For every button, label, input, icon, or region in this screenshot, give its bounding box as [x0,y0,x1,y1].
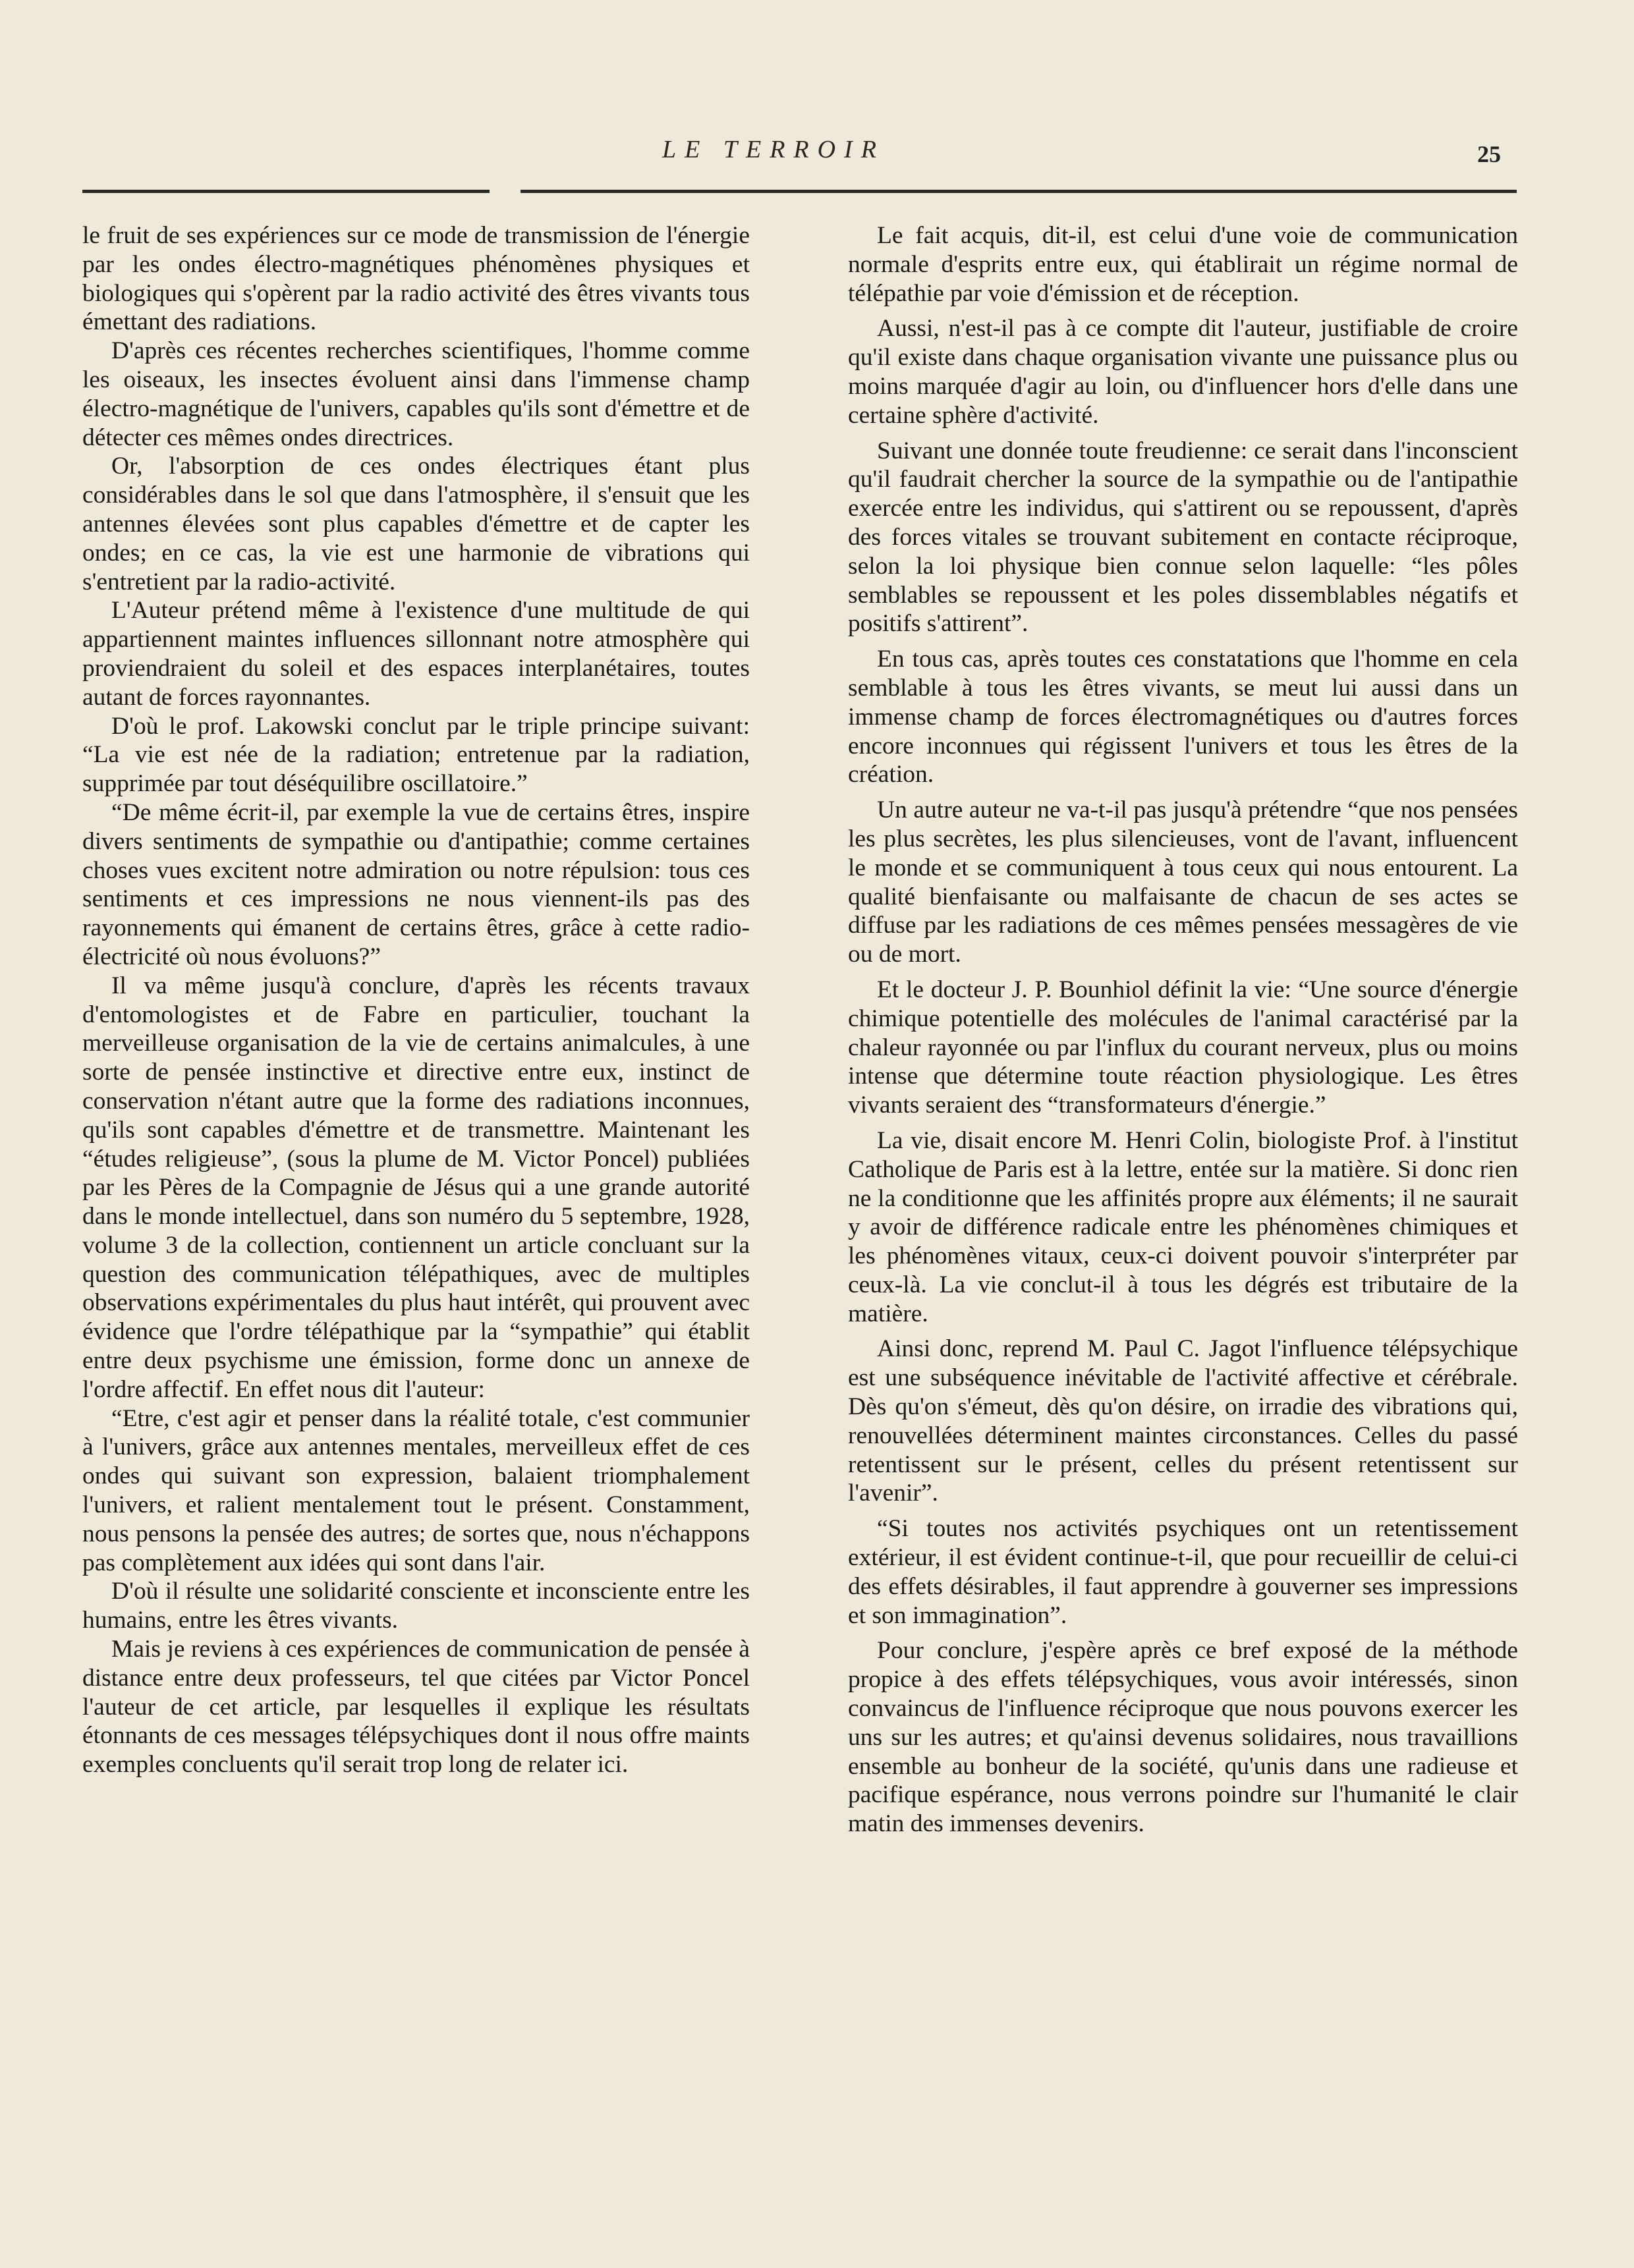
header-rule-left [82,190,490,193]
paragraph: Et le docteur J. P. Bounhiol définit la vie: “Une source d'énergie chimique potentielle des molécules de l'animal caractérisé par la chaleur rayonnée ou par l'influx du courant nerveux, plus ou moins intense que détermine toute réaction physiologique. Les êtres vivants seraient des “transformateurs d'énergie.” [848,976,1518,1119]
paragraph: “De même écrit-il, par exemple la vue de certains êtres, inspire divers sentiments de sympathie ou d'antipathie; comme certaines choses vues excitent notre admiration ou notre répulsion: tous ces sentiments et ces impressions ne nous viennent-ils pas des rayonnements qui émanent de certains êtres, grâce à cette radio-électricité où nous évoluons?” [82,798,750,970]
paragraph: Le fait acquis, dit-il, est celui d'une voie de communication normale d'esprits entre eux, qui établirait un régime normal de télépathie par voie d'émission et de réception. [848,222,1518,307]
paragraph: D'où il résulte une solidarité consciente et inconsciente entre les humains, entre les êtres vivants. [82,1578,750,1634]
paragraph: Suivant une donnée toute freudienne: ce serait dans l'inconscient qu'il faudrait chercher la source de la sympathie ou de l'antipathie exercée entre les individus, qui s'attirent ou se repoussent, d'après des forces vitales se trouvant subitement en contacte réciproque, selon la loi physique bien connue selon laquelle: “les pôles semblables se repoussent et les poles dissemblables négatifs et positifs s'attirent”. [848,437,1518,638]
page-number: 25 [1477,141,1501,167]
left-column [82,221,750,1779]
paragraph: Il va même jusqu'à conclure, d'après les récents travaux d'entomologistes et de Fabre en particulier, touchant la merveilleuse organisation de la vie de certains animalcules, à une sorte de pensée instinctive et directive entre eux, instinct de conservation n'étant autre que la forme des radiations inconnues, qu'ils sont capables d'émettre et de transmettre. Maintenant les “études religieuse”, (sous la plume de M. Victor Poncel) publiées par les Pères de la Compagnie de Jésus qui a une grande autorité dans le monde intellectuel, dans son numéro du 5 septembre, 1928, volume 3 de la collection, contiennent un article concluant sur la question des communication télépathiques, avec de multiples observations expérimentales du plus haut intérêt, qui prouvent avec évidence que l'ordre télépathique par la “sympathie” qui établit entre deux psychisme une émission, forme donc un annexe de l'ordre affectif. En effet nous dit l'auteur: [82,972,750,1403]
header-rule-right [521,190,1517,193]
paragraph: La vie, disait encore M. Henri Colin, biologiste Prof. à l'institut Catholique de Paris est à la lettre, entée sur la matière. Si donc rien ne la conditionne que les affinités propre aux éléments; il ne saurait y avoir de différence radicale entre les phénomènes chimiques et les phénomènes vitaux, ceux-ci doivent pouvoir s'interpréter par ceux-là. La vie conclut-il à tous les dégrés est tributaire de la matière. [848,1126,1518,1327]
paragraph: En tous cas, après toutes ces constatations que l'homme en cela semblable à tous les êtres vivants, se meut lui aussi dans un immense champ de forces électromagnétiques ou d'autres forces encore inconnues qui régissent l'univers et tous les êtres de la création. [848,646,1518,788]
paragraph: Or, l'absorption de ces ondes électriques étant plus considérables dans le sol que dans l'atmosphère, il s'ensuit que les antennes élevées sont plus capables d'émettre et de capter les ondes; en ce cas, la vie est une harmonie de vibrations qui s'entretient par la radio-activité. [82,453,750,595]
paragraph: D'où le prof. Lakowski conclut par le triple principe suivant: “La vie est née de la radiation; entretenue par la radiation, supprimée par tout déséquilibre oscillatoire.” [82,712,750,798]
paragraph: Un autre auteur ne va-t-il pas jusqu'à prétendre “que nos pensées les plus secrètes, les plus silencieuses, vont de l'avant, influencent le monde et se communiquent à tous ceux qui nous entourent. La qualité bienfaisante ou malfaisante de chacun de ses actes se diffuse par les radiations de ces mêmes pensées messagères de vie ou de mort. [848,796,1518,968]
paragraph: Aussi, n'est-il pas à ce compte dit l'auteur, justifiable de croire qu'il existe dans chaque organisation vivante une puissance plus ou moins marquée d'agir au loin, ou d'influencer hors d'elle dans une certaine sphère d'activité. [848,315,1518,429]
paragraph: le fruit de ses expériences sur ce mode de transmission de l'énergie par les ondes électro-magnétiques phénomènes physiques et biologiques qui s'opèrent par la radio activité des êtres vivants tous émettant des radiations. [82,222,750,336]
paragraph: D'après ces récentes recherches scientifiques, l'homme comme les oiseaux, les insectes évoluent ainsi dans l'immense champ électro-magnétique de l'univers, capables qu'ils sont d'émettre et de détecter ces mêmes ondes directrices. [82,337,750,451]
paragraph: “Si toutes nos activités psychiques ont un retentissement extérieur, il est évident continue-t-il, que pour recueillir de celui-ci des effets désirables, il faut apprendre à gouverner ses impressions et son immagination”. [848,1515,1518,1629]
paragraph: Pour conclure, j'espère après ce bref exposé de la méthode propice à des effets télépsychiques, vous avoir intéressés, sinon convaincus de l'influence réciproque que nous pouvons exercer les uns sur les autres; et qu'ainsi devenus solidaires, nous travaillions ensemble au bonheur de la société, qu'unis dans une radieuse et pacifique espérance, nous verrons poindre sur l'humanité le clair matin des immenses devenirs. [848,1637,1518,1838]
running-header-title: LE TERROIR [662,136,885,163]
paragraph: Ainsi donc, reprend M. Paul C. Jagot l'influence télépsychique est une subséquence inévitable de l'activité affective et cérébrale. Dès qu'on s'émeut, dès qu'on désire, on irradie des vibrations qui, renouvellées déterminent maintes circonstances. Celles du passé retentissent sur le présent, celles du présent retentissent sur l'avenir”. [848,1335,1518,1507]
paragraph: Mais je reviens à ces expériences de communication de pensée à distance entre deux professeurs, tel que citées par Victor Poncel l'auteur de cet article, par lesquelles il explique les résultats étonnants de ces messages télépsychiques dont il nous offre maints exemples concluents qu'il serait trop long de relater ici. [82,1636,750,1779]
paragraph: “Etre, c'est agir et penser dans la réalité totale, c'est communier à l'univers, grâce aux antennes mentales, merveilleux effet de ces ondes qui suivant son expression, balaient triomphalement l'univers, et ralient mentalement tout le présent. Constamment, nous pensons la pensée des autres; de sortes que, nous n'échappons pas complètement aux idées qui sont dans l'air. [82,1404,750,1576]
paragraph: L'Auteur prétend même à l'existence d'une multitude de qui appartiennent maintes influences sillonnant notre atmosphère qui proviendraient du soleil et des espaces interplanétaires, toutes autant de forces rayonnantes. [82,597,750,711]
right-column [848,221,1518,1845]
